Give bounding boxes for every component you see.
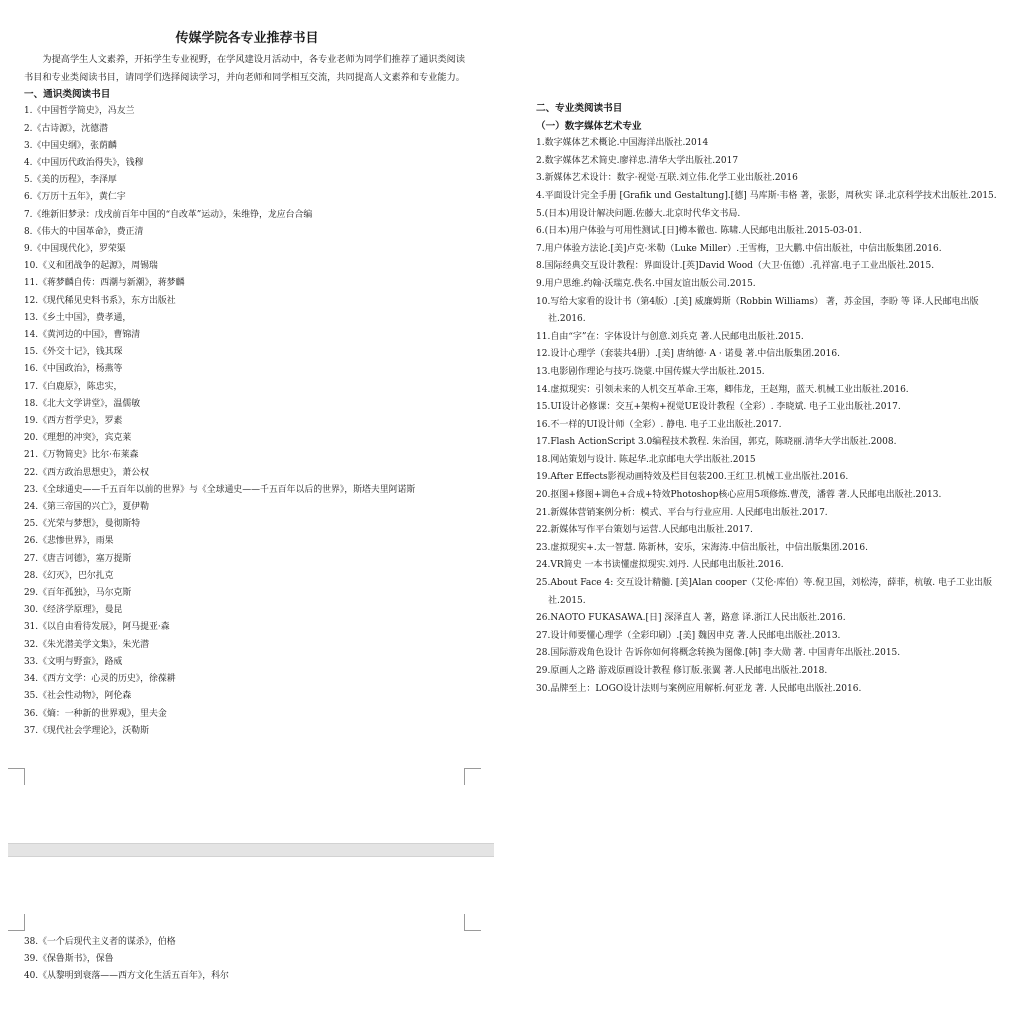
list-item: 17.Flash ActionScript 3.0编程技术教程. 朱治国，郭克，陈晓丽.清华大学出版社.2008.	[536, 437, 897, 448]
page-2-content	[24, 934, 470, 986]
list-item: 30.品牌至上：LOGO设计法则与案例应用解析.何亚龙 著. 人民邮电出版社.2016.	[536, 683, 862, 694]
list-item: 18.网站策划与设计. 陈起华.北京邮电大学出版社.2015	[536, 454, 756, 465]
list-item: 11.自由“字”在：字体设计与创意.刘兵克 著.人民邮电出版社.2015.	[536, 331, 804, 342]
list-item: 1.数字媒体艺术概论.中国海洋出版社.2014	[536, 138, 709, 149]
list-item: 1.《中国哲学简史》，冯友兰	[24, 106, 135, 117]
list-item: 26.NAOTO FUKASAWA.[日] 深泽直人 著，路意 译.浙江人民出版社.2016.	[536, 613, 846, 624]
list-item: 29.《百年孤独》，马尔克斯	[24, 588, 132, 599]
list-item: 8.国际经典交互设计教程：界面设计.[英]David Wood（大卫·伍德）.孔祥富.电子工业出版社.2015.	[536, 261, 935, 272]
list-item: 31.《以自由看待发展》，阿马提亚·森	[24, 622, 170, 633]
list-item: 40.《从黎明到衰落——西方文化生活五百年》，科尔	[24, 971, 229, 982]
list-item: 37.《现代社会学理论》，沃勒斯	[24, 725, 150, 736]
list-item: 23.虚拟现实+.太一智慧. 陈新林，安乐，宋海涛.中信出版社，中信出版集团.2016.	[536, 542, 868, 553]
intro-paragraph: 为提高学生人文素养，开拓学生专业视野，在学风建设月活动中，各专业老师为同学们推荐了通识类阅读书目和专业类阅读书目，请同学们选择阅读学习，并向老师和同学相互交流，共同提高人文素养和专业能力。	[24, 54, 466, 83]
list-item: 6.《万历十五年》，黄仁宇	[24, 192, 126, 203]
crop-mark-tr	[464, 914, 481, 931]
list-item: 19.《西方哲学史》，罗素	[24, 416, 123, 427]
list-item: 3.新媒体艺术设计：数字·视觉·互联.刘立伟.化学工业出版社.2016	[536, 173, 798, 184]
crop-mark-br	[464, 768, 481, 785]
list-item: 20.《理想的冲突》，宾克莱	[24, 433, 132, 444]
list-item: 2.数字媒体艺术简史.廖祥忠.清华大学出版社.2017	[536, 155, 739, 166]
list-item: 10.写给大家看的设计书（第4版）.[美] 威廉姆斯（Robbin Williams） 著，苏金国，李盼 等 译.人民邮电出版社.2016.	[536, 296, 979, 325]
list-item: 5.《美的历程》，李泽厚	[24, 175, 117, 186]
list-item: 14.《黄河边的中国》，曹锦清	[24, 330, 141, 341]
list-item: 14.虚拟现实：引领未来的人机交互革命.王寒，卿伟龙，王赵翔，蓝天.机械工业出版社.2016.	[536, 384, 909, 395]
list-item: 9.《中国现代化》，罗荣渠	[24, 244, 126, 255]
list-item: 18.《北大文学讲堂》，温儒敏	[24, 398, 141, 409]
list-item: 23.《全球通史——千五百年以前的世界》与《全球通史——千五百年以后的世界》，斯塔夫里阿诺斯	[24, 484, 416, 495]
list-item: 21.新媒体营销案例分析：模式、平台与行业应用. 人民邮电出版社.2017.	[536, 507, 828, 518]
list-item: 29.原画人之路 游戏原画设计教程 修订版.张翼 著.人民邮电出版社.2018.	[536, 666, 828, 676]
list-item: 13.电影剧作理论与技巧.饶蒙.中国传媒大学出版社.2015.	[536, 366, 765, 377]
digital-media-reading-list	[536, 135, 1016, 698]
list-item: 16.《中国政治》，杨燕等	[24, 364, 123, 375]
list-item: 12.设计心理学（套装共4册）.[美] 唐纳德· A · 诺曼 著.中信出版集团.2016.	[536, 349, 840, 360]
list-item: 19.After Effects影视动画特效及栏目包装200.王红卫.机械工业出版社.2016.	[536, 472, 849, 483]
list-item: 15.《外交十记》，钱其琛	[24, 347, 123, 358]
list-item: 4.《中国历代政治得失》，钱穆	[24, 158, 144, 168]
page-title: 传媒学院各专业推荐书目	[175, 31, 319, 46]
subsection-heading-digital-media: （一）数字媒体艺术专业	[536, 120, 642, 132]
list-item: 17.《白鹿原》，陈忠实，	[24, 381, 123, 392]
list-item: 27.设计师要懂心理学（全彩印刷）.[美] 魏因申克 著.人民邮电出版社.2013.	[536, 630, 841, 641]
list-item: 33.《文明与野蛮》，路威	[24, 656, 123, 667]
list-item: 35.《社会性动物》，阿伦森	[24, 691, 132, 702]
list-item: 24.《第三帝国的兴亡》，夏伊勒	[24, 502, 150, 513]
general-reading-list-continued	[24, 934, 470, 986]
list-item: 3.《中国史纲》，张荫麟	[24, 140, 117, 151]
list-item: 7.用户体验方法论.[美]卢克·米勒（Luke Miller）.王雪梅，卫大鹏.中信出版社，中信出版集团.2016.	[536, 243, 942, 254]
list-item: 32.《朱光潜美学文集》，朱光潜	[24, 639, 150, 650]
list-item: 30.《经济学原理》，曼昆	[24, 605, 123, 616]
list-item: 7.《维新旧梦录：戊戌前百年中国的“自改革”运动》，朱维铮，龙应台合编	[24, 209, 313, 220]
list-item: 11.《蒋梦麟自传：西潮与新潮》，蒋梦麟	[24, 278, 185, 289]
list-item: 12.《现代稀见史料书系》，东方出版社	[24, 295, 176, 306]
list-item: 22.《西方政治思想史》，萧公权	[24, 467, 150, 478]
list-item: 9.用户思维.约翰·沃瑞克.佚名.中国友谊出版公司.2015.	[536, 278, 756, 289]
list-item: 36.《熵：一种新的世界观》，里夫金	[24, 708, 167, 719]
list-item: 26.《悲惨世界》，雨果	[24, 536, 114, 547]
list-item: 28.国际游戏角色设计 告诉你如何将概念转换为图像.[韩] 李大勋 著. 中国青年出版社.2015.	[536, 648, 901, 659]
general-reading-list	[24, 103, 470, 740]
list-item: 8.《伟大的中国革命》，费正清	[24, 226, 144, 237]
list-item: 10.《义和团战争的起源》，周锡瑞	[24, 261, 158, 272]
list-item: 2.《古诗源》，沈德潜	[24, 123, 108, 134]
list-item: 5.(日本)用设计解决问题.佐藤大.北京时代华文书局.	[536, 208, 741, 219]
list-item: 22.新媒体写作平台策划与运营.人民邮电出版社.2017.	[536, 525, 753, 536]
section-heading-general: 一、通识类阅读书目	[24, 89, 111, 101]
list-item: 27.《唐吉诃德》，塞万提斯	[24, 553, 132, 564]
list-item: 16.不一样的UI设计师（全彩）. 静电. 电子工业出版社.2017.	[536, 419, 782, 430]
list-item: 13.《乡土中国》，费孝通，	[24, 312, 132, 323]
list-item: 24.VR简史 一本书读懂虚拟现实.刘丹. 人民邮电出版社.2016.	[536, 560, 784, 571]
list-item: 25.About Face 4: 交互设计精髓. [美]Alan cooper（艾伦·库伯）等.倪卫国，刘松涛，薛菲，杭敏. 电子工业出版社.2015.	[536, 578, 992, 606]
page-right-content	[536, 100, 1016, 698]
list-item: 20.抠图+修图+调色+合成+特效Photoshop核心应用5项修炼.曹茂，潘蓉 著.人民邮电出版社.2013.	[536, 490, 942, 501]
list-item: 21.《万物简史》比尔·布莱森	[24, 450, 139, 461]
crop-mark-tl	[8, 914, 25, 931]
section-heading-professional: 二、专业类阅读书目	[536, 103, 623, 114]
list-item: 34.《西方文学：心灵的历史》，徐葆耕	[24, 674, 176, 685]
page-1-content	[24, 30, 470, 740]
list-item: 4.平面设计完全手册 [Grafik und Gestaltung].[德] 马库斯·韦格 著，张影，周秋实 译.北京科学技术出版社.2015.	[536, 190, 997, 201]
crop-mark-bl	[8, 768, 25, 785]
list-item: 25.《光荣与梦想》，曼彻斯特	[24, 519, 141, 530]
list-item: 28.《幻灭》，巴尔扎克	[24, 570, 114, 581]
list-item: 39.《保鲁斯书》，保鲁	[24, 954, 114, 965]
list-item: 38.《一个后现代主义者的谋杀》，伯格	[24, 937, 176, 947]
page-separator	[8, 843, 494, 857]
list-item: 6.(日本)用户体验与可用性测试.[日]樽本徹也. 陈啸.人民邮电出版社.2015-03-01.	[536, 226, 862, 237]
list-item: 15.UI设计必修课：交互+架构+视觉UE设计教程（全彩）. 李晓斌. 电子工业出版社.2017.	[536, 402, 901, 413]
